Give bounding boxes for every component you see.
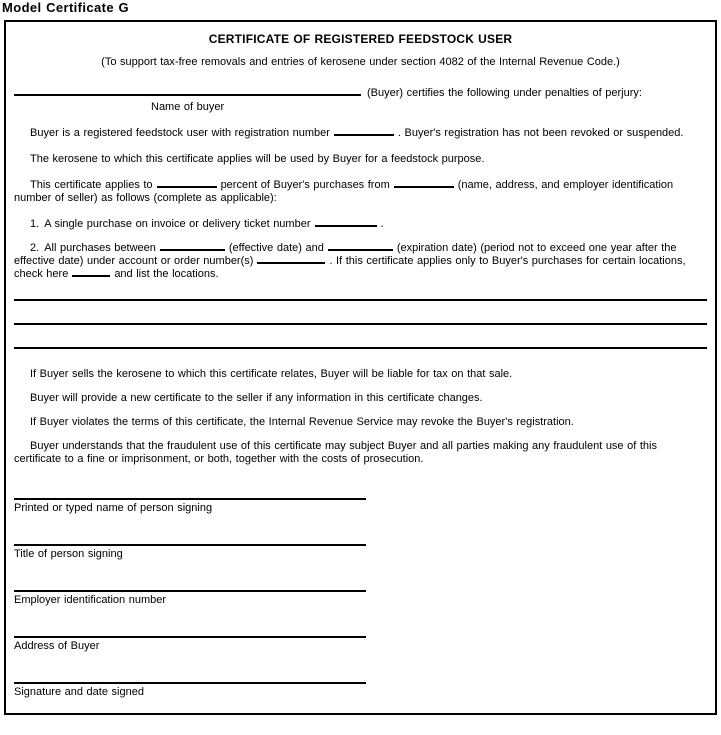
registration-text-after: . Buyer's registration has not been revoked or suspended. — [397, 127, 684, 139]
signature-field-address — [14, 636, 366, 653]
certificate-subtitle: (To support tax-free removals and entries of kerosene under section 4082 of the Internal Revenue Code.) — [101, 56, 620, 68]
item-2-text-5: and list the locations. — [114, 268, 219, 280]
applies-text-middle: percent of Buyer's purchases from — [220, 179, 390, 191]
signature-field-name — [14, 498, 366, 515]
seller-blank[interactable] — [394, 186, 454, 188]
new-certificate-statement: Buyer will provide a new certificate to the seller if any information in this certificate changes. — [30, 392, 483, 404]
signature-fields — [14, 498, 366, 699]
title-label: Title of person signing — [14, 548, 123, 560]
signature-date-label: Signature and date signed — [14, 686, 144, 698]
item-1-text-before: A single purchase on invoice or delivery ticket number — [44, 218, 311, 230]
address-label: Address of Buyer — [14, 640, 100, 652]
item-all-purchases — [14, 242, 707, 281]
liability-statement: If Buyer sells the kerosene to which this certificate relates, Buyer will be liable for tax on that sale. — [30, 368, 513, 380]
item-2-text-3: (expiration date) (period not to exceed one year after the effective date) under account or order number(s) — [14, 242, 677, 267]
location-line-3[interactable] — [14, 347, 707, 349]
item-2-text-4: . If this certificate applies only to Buyer's purchases for certain locations, check here — [14, 255, 686, 280]
registration-paragraph — [14, 127, 707, 140]
registration-number-blank[interactable] — [334, 134, 394, 136]
invoice-number-blank[interactable] — [315, 225, 377, 227]
printed-name-blank-line[interactable] — [14, 498, 366, 500]
statements-block — [14, 368, 707, 466]
printed-name-label: Printed or typed name of person signing — [14, 502, 213, 514]
name-of-buyer-label: Name of buyer — [151, 101, 225, 113]
violation-statement: If Buyer violates the terms of this certificate, the Internal Revenue Service may revoke the Buyer's registration. — [30, 416, 574, 428]
item-single-purchase — [14, 218, 707, 231]
expiration-date-blank[interactable] — [328, 249, 393, 251]
title-blank-line[interactable] — [14, 544, 366, 546]
certifies-statement: (Buyer) certifies the following under penalties of perjury: — [367, 87, 642, 99]
ein-blank-line[interactable] — [14, 590, 366, 592]
effective-date-blank[interactable] — [160, 249, 225, 251]
ein-label: Employer identification number — [14, 594, 167, 606]
applies-paragraph — [14, 179, 707, 205]
buyer-name-blank[interactable] — [14, 94, 361, 96]
signature-field-title — [14, 544, 366, 561]
document-heading: Model Certificate G — [2, 0, 130, 15]
signature-field-signature — [14, 682, 366, 699]
percent-blank[interactable] — [157, 186, 217, 188]
signature-field-ein — [14, 590, 366, 607]
item-2-number: 2. — [30, 242, 40, 254]
buyer-certification-row — [14, 87, 707, 100]
feedstock-purpose-paragraph: The kerosene to which this certificate applies will be used by Buyer for a feedstock purpose. — [30, 153, 485, 165]
certificate-box — [4, 20, 717, 715]
fraud-statement: Buyer understands that the fraudulent use of this certificate may subject Buyer and all parties making any fraudulent use of this certificate to a fine or imprisonment, or both, together with the costs of prosecution. — [14, 440, 657, 465]
location-line-1[interactable] — [14, 299, 707, 301]
item-1-number: 1. — [30, 218, 40, 230]
account-number-blank[interactable] — [257, 262, 325, 264]
applies-text-before: This certificate applies to — [30, 179, 153, 191]
item-1-text-after: . — [380, 218, 384, 230]
certificate-title: CERTIFICATE OF REGISTERED FEEDSTOCK USER — [208, 32, 513, 46]
item-2-text-1: All purchases between — [44, 242, 156, 254]
item-2-text-2: (effective date) and — [228, 242, 324, 254]
registration-text-before: Buyer is a registered feedstock user with registration number — [30, 127, 330, 139]
address-blank-line[interactable] — [14, 636, 366, 638]
location-line-2[interactable] — [14, 323, 707, 325]
check-here-blank[interactable] — [72, 275, 110, 277]
applies-text-after: (name, address, and employer identification number of seller) as follows (complete as applicable): — [14, 179, 674, 204]
signature-blank-line[interactable] — [14, 682, 366, 684]
